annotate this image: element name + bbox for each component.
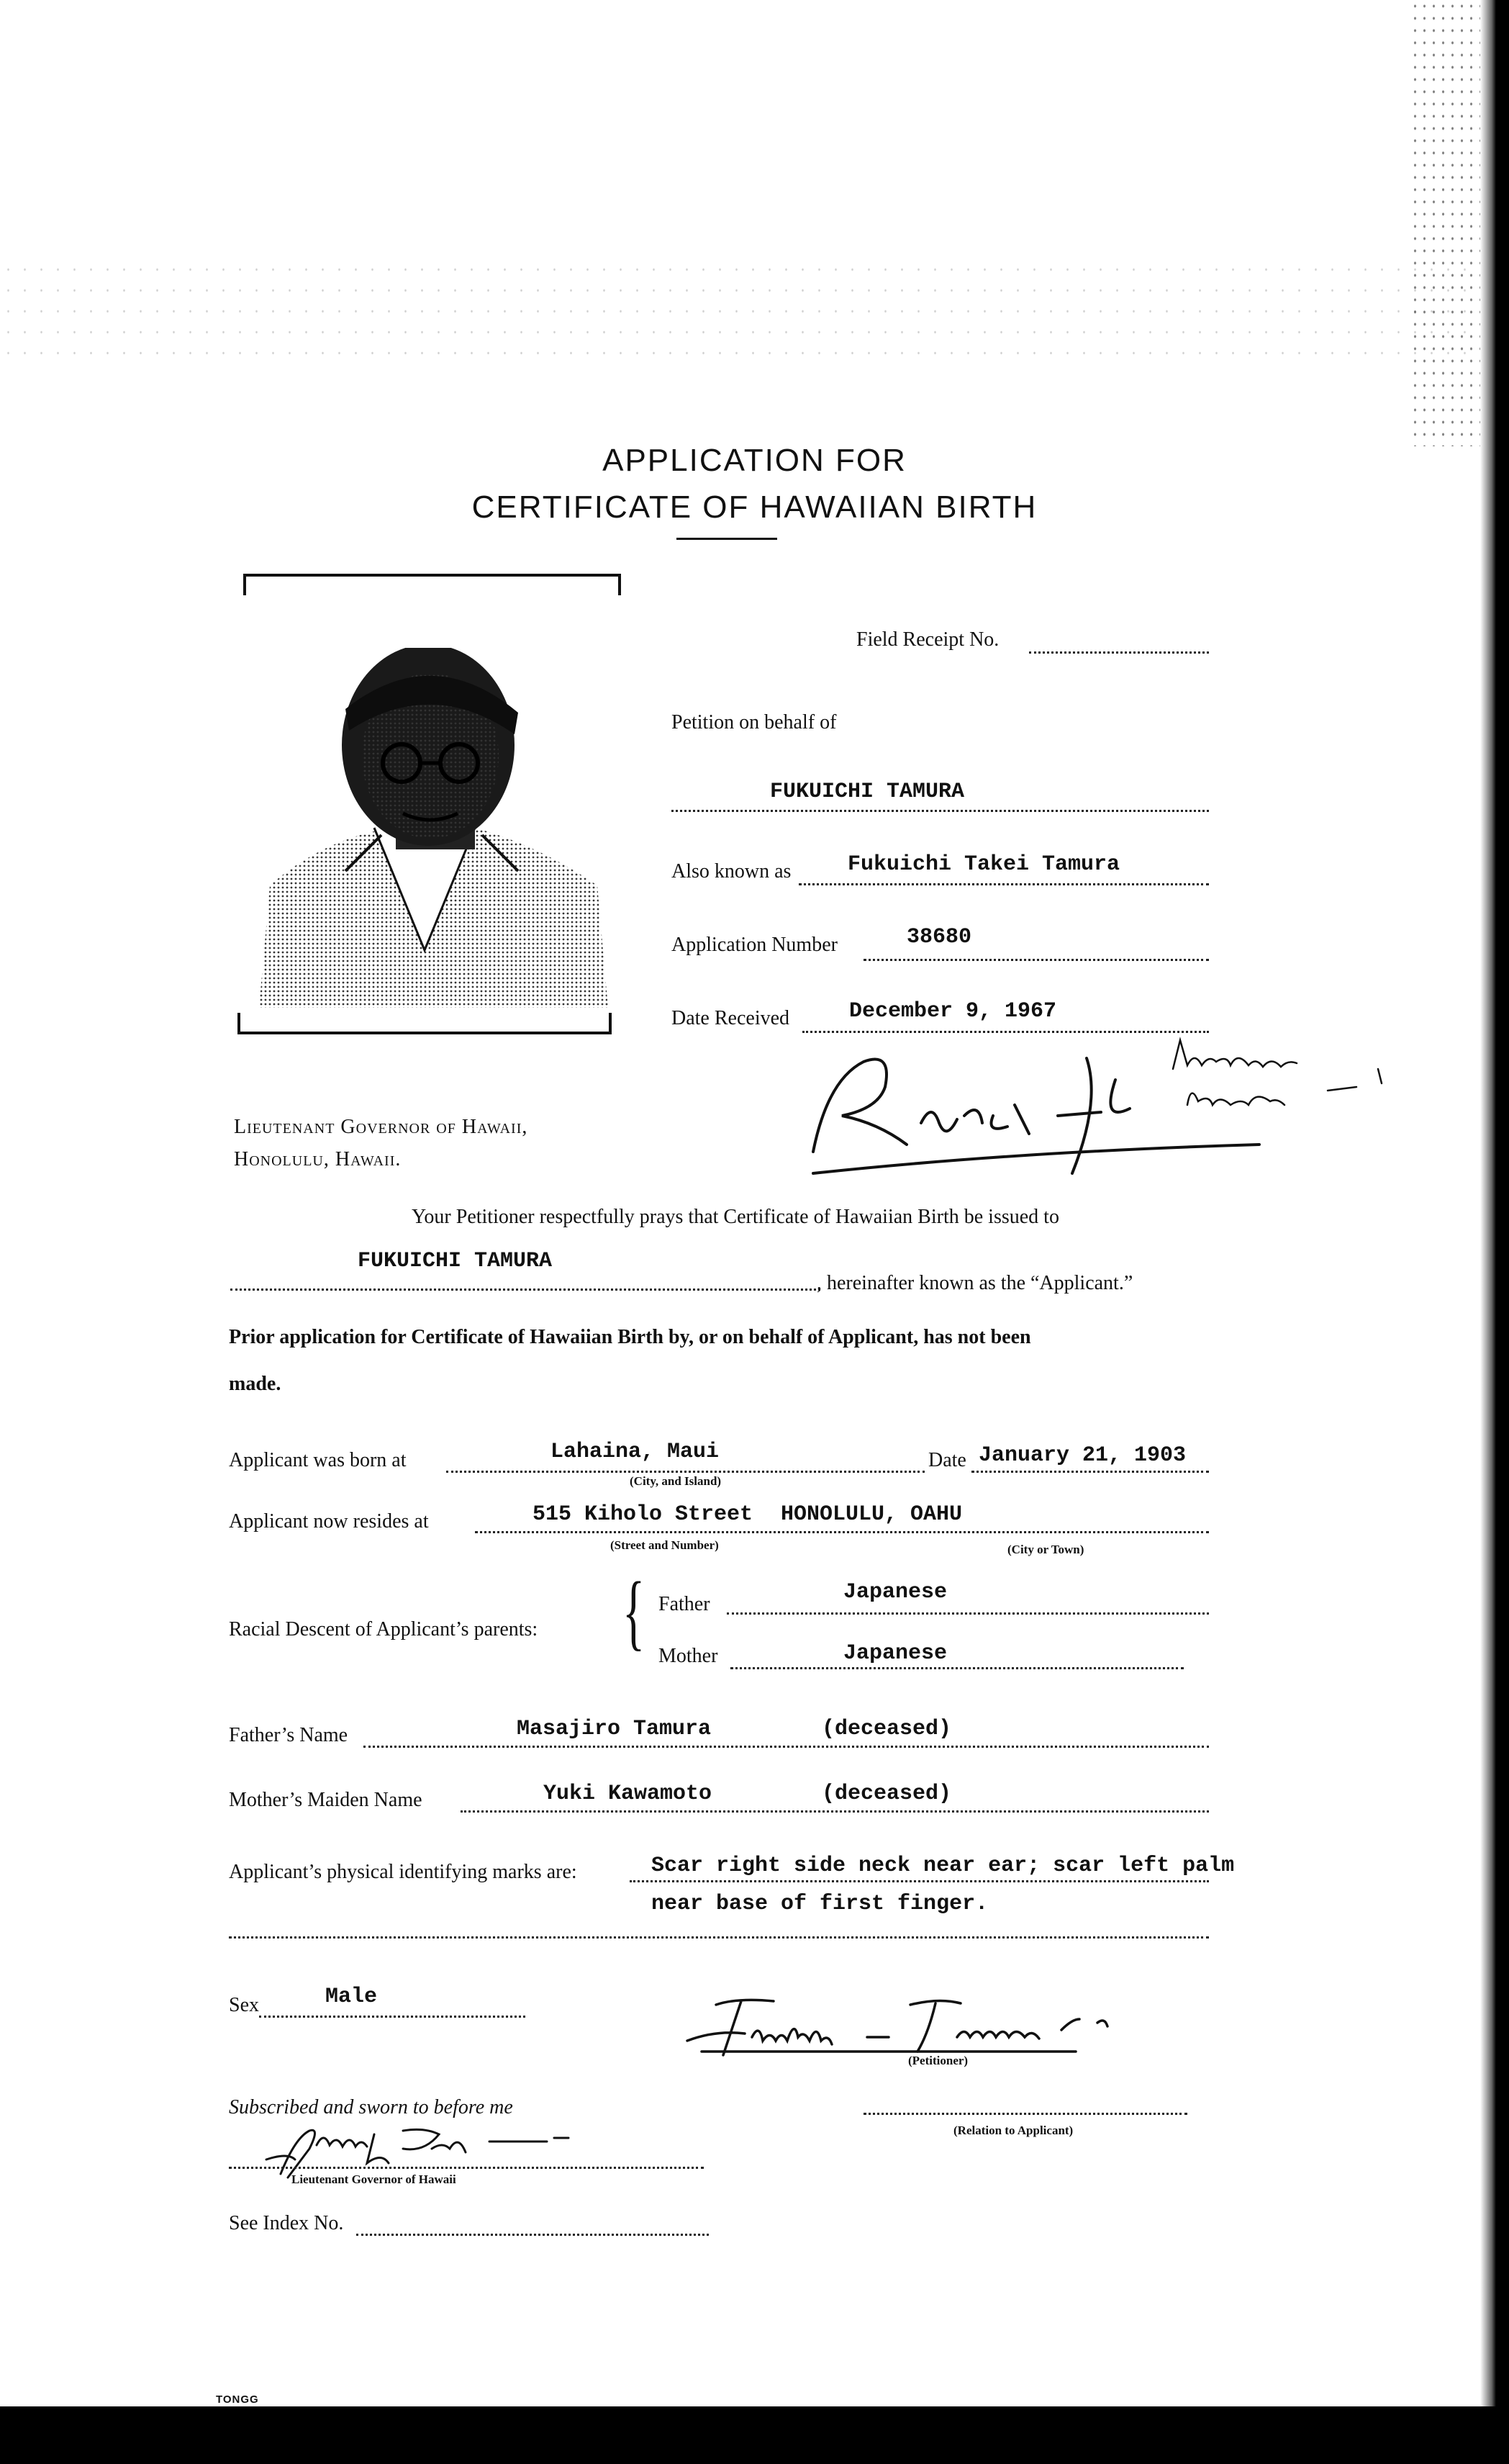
born-label: Applicant was born at: [229, 1449, 407, 1471]
fathers-name-value: Masajiro Tamura: [517, 1717, 712, 1741]
date-received-value: December 9, 1967: [849, 999, 1057, 1024]
prayer-suffix: , hereinafter known as the “Applicant.”: [817, 1272, 1133, 1294]
marks-line1: Scar right side neck near ear; scar left palm: [651, 1854, 1235, 1878]
sex-label: Sex: [229, 1994, 259, 2016]
addressee-line1: Lieutenant Governor of Hawaii,: [234, 1116, 528, 1138]
photo-frame-top: [243, 574, 621, 577]
born-place: Lahaina, Maui: [550, 1440, 720, 1464]
petitioner-name: FUKUICHI TAMURA: [770, 780, 965, 804]
mothers-name-note: (deceased): [822, 1782, 952, 1806]
mothers-name-line: [461, 1810, 1209, 1813]
born-date: January 21, 1903: [979, 1443, 1187, 1468]
fathers-name-label: Father’s Name: [229, 1724, 348, 1746]
photo-frame-corner-tr: [618, 574, 621, 595]
addressee-line2: Honolulu, Hawaii.: [234, 1148, 402, 1170]
aka-label: Also known as: [671, 860, 792, 883]
form-title-line1: APPLICATION FOR: [602, 443, 907, 478]
born-date-line: [971, 1471, 1209, 1473]
descent-brace: {: [622, 1564, 645, 1659]
prayer-text: Your Petitioner respectfully prays that Certificate of Hawaiian Birth be issued to: [412, 1206, 1059, 1228]
resides-label: Applicant now resides at: [229, 1510, 429, 1533]
marks-line1-rule: [630, 1880, 1209, 1882]
petitioner-name-line: [671, 810, 1209, 812]
prayer-applicant-line: [230, 1289, 820, 1291]
title-rule: [676, 538, 777, 540]
field-receipt-label: Field Receipt No.: [856, 628, 1000, 651]
marks-line2: near base of first finger.: [651, 1892, 989, 1916]
sex-line: [259, 2016, 525, 2018]
lt-gov-signature: [259, 2116, 662, 2181]
petitioner-caption: (Petitioner): [908, 2054, 969, 2067]
descent-father-line: [727, 1612, 1209, 1615]
born-date-label: Date: [928, 1449, 966, 1471]
index-line[interactable]: [356, 2234, 709, 2236]
field-receipt-line[interactable]: [1029, 651, 1209, 654]
app-number-value: 38680: [907, 925, 972, 949]
fathers-name-line: [363, 1746, 1209, 1748]
photo-frame-corner-tl: [243, 574, 246, 595]
app-number-label: Application Number: [671, 934, 838, 956]
photo-frame-bottom: [237, 1032, 612, 1034]
descent-mother-value: Japanese: [843, 1641, 948, 1666]
descent-mother-line: [730, 1667, 1184, 1669]
resides-city-caption: (City or Town): [1007, 1543, 1084, 1556]
mothers-name-value: Yuki Kawamoto: [543, 1782, 712, 1806]
lt-gov-line: [229, 2167, 704, 2169]
born-place-caption: (City, and Island): [630, 1474, 722, 1488]
marks-line2-rule: [229, 1936, 1209, 1939]
resides-street-caption: (Street and Number): [610, 1538, 719, 1552]
resides-city: HONOLULU, OAHU: [781, 1502, 963, 1527]
prior-application-line2: made.: [229, 1373, 281, 1395]
aka-value: Fukuichi Takei Tamura: [848, 852, 1120, 877]
form-title-line2: CERTIFICATE OF HAWAIIAN BIRTH: [471, 489, 1038, 525]
applicant-photo: [237, 648, 619, 1008]
sworn-statement: Subscribed and sworn to before me: [229, 2096, 513, 2118]
photo-frame-corner-bl: [237, 1013, 240, 1034]
app-number-line: [864, 959, 1209, 961]
fathers-name-note: (deceased): [822, 1717, 952, 1741]
descent-mother-label: Mother: [658, 1645, 718, 1667]
photo-frame-corner-br: [609, 1013, 612, 1034]
scan-noise-band: [0, 259, 1509, 360]
handwritten-annotation: [799, 1037, 1389, 1181]
index-label: See Index No.: [229, 2212, 344, 2234]
petition-label: Petition on behalf of: [671, 711, 837, 734]
relation-line[interactable]: [864, 2113, 1187, 2115]
scan-edge-right: [1480, 0, 1509, 2464]
date-received-label: Date Received: [671, 1007, 790, 1029]
aka-line: [799, 883, 1209, 885]
petitioner-signature: [673, 1990, 1191, 2062]
date-received-line: [802, 1031, 1209, 1033]
relation-caption: (Relation to Applicant): [953, 2124, 1074, 2137]
descent-father-label: Father: [658, 1593, 710, 1615]
marks-label: Applicant’s physical identifying marks are:: [229, 1861, 577, 1883]
descent-label: Racial Descent of Applicant’s parents:: [229, 1618, 538, 1641]
scan-edge-bottom: [0, 2406, 1509, 2464]
resides-street: 515 Kiholo Street: [533, 1502, 753, 1527]
mothers-name-label: Mother’s Maiden Name: [229, 1789, 422, 1811]
printer-code: TONGG: [216, 2393, 259, 2406]
prior-application-line1: Prior application for Certificate of Hawaiian Birth by, or on behalf of Applicant, has not been: [229, 1326, 1031, 1348]
scan-noise-corner: [1410, 0, 1482, 446]
born-place-line: [446, 1471, 925, 1473]
sex-value: Male: [325, 1985, 378, 2009]
descent-father-value: Japanese: [843, 1580, 948, 1605]
lt-gov-caption: Lieutenant Governor of Hawaii: [291, 2172, 456, 2186]
prayer-applicant-name: FUKUICHI TAMURA: [358, 1249, 553, 1273]
resides-line: [475, 1531, 1209, 1533]
